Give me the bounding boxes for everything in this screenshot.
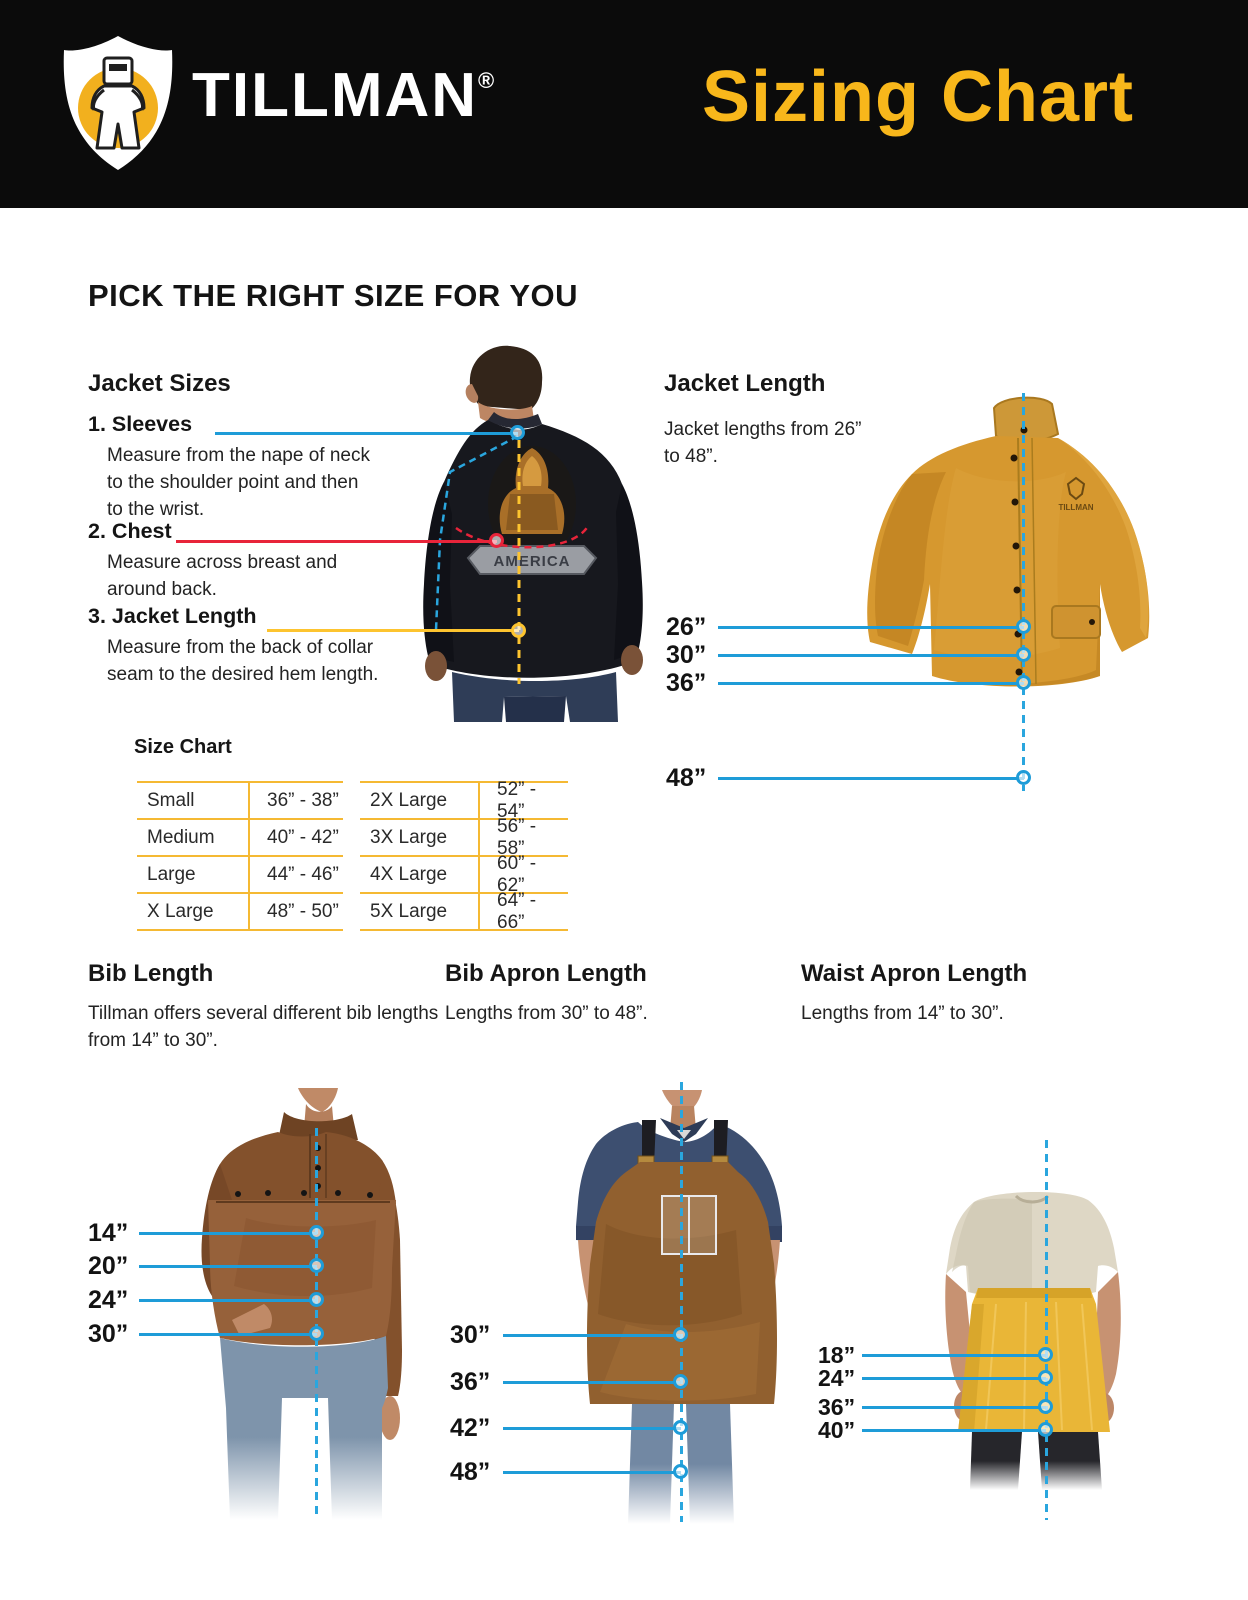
marker-dot: [673, 1374, 688, 1389]
bib-apron-length-desc: Lengths from 30” to 48”.: [445, 1003, 648, 1024]
size-cell: X Large: [147, 900, 214, 922]
bib-length-marker-label: 24”: [88, 1286, 129, 1314]
bib-apron-marker-label: 36”: [450, 1368, 491, 1396]
size-cell: 3X Large: [370, 826, 448, 848]
range-cell: 40” - 42”: [248, 820, 343, 855]
sleeves-callout-line: [215, 432, 518, 435]
marker-dot: [673, 1327, 688, 1342]
left-hand: [425, 651, 447, 681]
range-cell: 36” - 38”: [248, 783, 343, 818]
bib-length-marker-label: 30”: [88, 1320, 129, 1348]
waist-apron-length-heading: Waist Apron Length: [801, 960, 1028, 987]
bib-apron-marker-label: 30”: [450, 1321, 491, 1349]
jacket-length-callout-dot: [511, 623, 526, 638]
item-number: 3.: [88, 604, 106, 628]
waist-apron-marker-label: 18”: [818, 1342, 856, 1368]
table-row: [137, 781, 343, 818]
chest-highlight: [934, 468, 1066, 658]
marker-line: [503, 1334, 681, 1337]
pocket-snap: [1089, 619, 1095, 625]
range-cell: 64” - 66”: [478, 894, 568, 929]
header-bar: [0, 0, 1248, 208]
range-cell: 60” - 62”: [478, 857, 568, 892]
bib-length-dashed-axis: [315, 1128, 318, 1518]
size-cell: 4X Large: [370, 863, 448, 885]
item-label: Jacket Length: [111, 604, 257, 628]
waist-apron-length-desc: Lengths from 14” to 30”.: [801, 1003, 1004, 1024]
jacket-collar: [994, 398, 1058, 442]
marker-line: [139, 1265, 317, 1268]
size-chart-table-left: [137, 781, 343, 931]
marker-line: [862, 1406, 1046, 1409]
bib-length-heading: Bib Length: [88, 960, 214, 987]
marker-line: [862, 1377, 1046, 1380]
jacket-length-desc: Jacket lengths from 26” to 48”.: [664, 419, 862, 467]
marker-dot: [673, 1420, 688, 1435]
measure-item-chest: [88, 519, 172, 544]
chest-callout-dot: [489, 533, 504, 548]
size-chart-table-right: [360, 778, 568, 933]
measure-item-jacket-length-desc: Measure from the back of collar seam to the desired hem length.: [107, 637, 379, 685]
jeans: [220, 1336, 388, 1520]
table-row: [137, 855, 343, 892]
range-cell: 56” - 58”: [478, 820, 568, 855]
item-number: 1.: [88, 412, 106, 436]
jacket-length-dashed-axis: [1022, 393, 1025, 791]
marker-dot: [1016, 647, 1031, 662]
waist-apron-marker-label: 36”: [818, 1394, 856, 1420]
bib-length-marker-label: 14”: [88, 1219, 129, 1247]
table-row: [137, 892, 343, 929]
marker-dot: [1016, 675, 1031, 690]
bib-mottle: [234, 1218, 376, 1296]
bib-apron-figure: [546, 1074, 810, 1524]
marker-line: [718, 777, 1024, 780]
range-cell: 52” - 54”: [478, 783, 568, 818]
marker-line: [139, 1299, 317, 1302]
left-jean-leg: [628, 1404, 674, 1524]
marker-line: [503, 1471, 681, 1474]
hair: [470, 346, 542, 410]
jacket-length-marker-label: 30”: [666, 641, 707, 669]
jeans-shadow: [504, 696, 566, 722]
marker-line: [718, 626, 1024, 629]
measure-item-chest-desc: Measure across breast and around back.: [107, 552, 338, 600]
right-hand: [621, 645, 643, 675]
black-jacket-back-figure: [392, 344, 674, 722]
banner-text: AMERICA: [493, 553, 571, 570]
measure-item-jacket-length: [88, 604, 257, 629]
range-cell: 44” - 46”: [248, 857, 343, 892]
marker-dot: [1016, 770, 1031, 785]
brand-text: TILLMAN: [192, 61, 479, 130]
size-cell: 2X Large: [370, 789, 448, 811]
measure-item-sleeves: [88, 412, 192, 437]
waist-apron-dashed-axis: [1045, 1140, 1048, 1520]
bib-apron-length-heading: Bib Apron Length: [445, 960, 647, 987]
marker-line: [718, 654, 1024, 657]
table-row: [360, 815, 568, 859]
apron-waistband: [976, 1288, 1092, 1298]
size-cell: Large: [147, 863, 196, 885]
page-main-title: Sizing Chart: [702, 57, 1135, 137]
marker-dot: [309, 1326, 324, 1341]
size-cell: 5X Large: [370, 900, 448, 922]
marker-line: [862, 1429, 1046, 1432]
marker-dot: [309, 1292, 324, 1307]
chest-callout-line: [176, 540, 497, 543]
marker-dot: [1038, 1399, 1053, 1414]
marker-line: [503, 1427, 681, 1430]
jacket-length-marker-label: 48”: [666, 764, 707, 792]
waist-apron-figure: [916, 1184, 1144, 1490]
marker-dot: [309, 1225, 324, 1240]
tillman-shield-logo-icon: [60, 34, 176, 174]
marker-dot: [1038, 1422, 1053, 1437]
waist-apron-marker-label: 24”: [818, 1365, 856, 1391]
jacket-length-marker-label: 36”: [666, 669, 707, 697]
size-cell: Small: [147, 789, 195, 811]
bib-apron-dashed-axis: [680, 1082, 683, 1522]
back-graphic-body: [506, 494, 558, 530]
jacket-right-sleeve: [614, 484, 643, 660]
measure-item-sleeves-desc: Measure from the nape of neck to the shoulder point and then to the wrist.: [107, 445, 370, 520]
item-label: Chest: [111, 519, 172, 543]
bib-length-marker-label: 20”: [88, 1252, 129, 1280]
marker-line: [503, 1381, 681, 1384]
marker-line: [718, 682, 1024, 685]
right-jean-leg: [686, 1404, 734, 1524]
jacket-length-marker-label: 26”: [666, 613, 707, 641]
registered-mark: ®: [478, 68, 497, 93]
jacket-length-callout-line: [267, 629, 519, 632]
range-cell: 48” - 50”: [248, 894, 343, 929]
bib-apron-marker-label: 48”: [450, 1458, 491, 1486]
marker-dot: [1016, 619, 1031, 634]
bib-apron-marker-label: 42”: [450, 1414, 491, 1442]
item-label: Sleeves: [111, 412, 193, 436]
jacket-sizes-heading: Jacket Sizes: [88, 370, 231, 397]
bib-length-figure: [186, 1088, 418, 1520]
jacket-left-sleeve: [423, 482, 454, 662]
table-row: [360, 852, 568, 896]
marker-line: [139, 1232, 317, 1235]
marker-line: [139, 1333, 317, 1336]
chest-logo-text: TILLMAN: [1058, 503, 1094, 512]
marker-dot: [1038, 1370, 1053, 1385]
intro-title: PICK THE RIGHT SIZE FOR YOU: [88, 278, 579, 313]
size-chart-heading: Size Chart: [134, 736, 232, 758]
left-pant-leg: [970, 1432, 1022, 1490]
brand-wordmark: [192, 60, 496, 131]
size-cell: Medium: [147, 826, 215, 848]
marker-dot: [309, 1258, 324, 1273]
marker-dot: [673, 1464, 688, 1479]
table-row: [137, 818, 343, 855]
marker-line: [862, 1354, 1046, 1357]
table-row: [360, 778, 568, 822]
jacket-length-heading: Jacket Length: [664, 370, 826, 397]
bib-length-desc: Tillman offers several different bib lengths from 14” to 30”.: [88, 1003, 439, 1051]
waist-apron-marker-label: 40”: [818, 1417, 856, 1443]
sleeves-callout-dot: [510, 425, 525, 440]
table-row: [360, 889, 568, 933]
item-number: 2.: [88, 519, 106, 543]
marker-dot: [1038, 1347, 1053, 1362]
